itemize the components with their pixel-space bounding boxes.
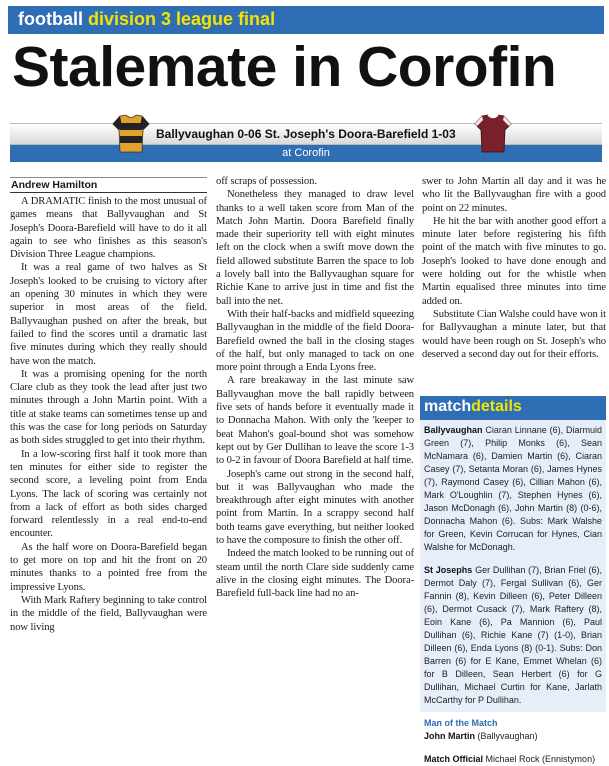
article-paragraph: Nonetheless they managed to draw level thanks to a well taken score from Man of the Match John Martin. Doora Barefield finally made their superiority tell with eight minutes left on the clock when a swift move down the field allowed substitute Barren the space to lob a lovely ball into the Ballyvaughan square for Richie Kane to arrive just in time and fist the ball into the net. — [216, 189, 414, 307]
article-paragraph: swer to John Martin all day and it was he who lit the Ballyvaughan fire with a good point on 22 minutes. — [422, 176, 606, 214]
article-paragraph: Indeed the match looked to be running out of steam until the north Clare side suddenly came alive in the closing eight minutes. The Doora-Barefield full-back line had no an- — [216, 548, 414, 600]
man-of-the-match — [424, 717, 602, 743]
home-lineup — [424, 424, 602, 554]
byline: Andrew Hamilton — [10, 177, 207, 193]
section-kicker-bar — [8, 6, 604, 34]
match-details-heading-part2: details — [471, 398, 522, 415]
article-paragraph: With their half-backs and midfield squeezing Ballyvaughan in the middle of the field Doora-Barefield owned the ball in the closing stages of the half, but only managed to tack on one more point through a Enda Lyons free. — [216, 308, 414, 374]
away-lineup — [424, 564, 602, 707]
away-team-name: St Josephs — [424, 565, 473, 575]
article-paragraph: It was a real game of two halves as St Joseph's looked to be cruising to victory after an opening 30 minutes in which they were superior in most areas of the field. Ballyvaughan pushed on after the break, but failed to find the scores until a dramatic last five minutes during which they really should have won the match. — [10, 262, 207, 367]
match-details-heading-part1: match — [424, 398, 472, 415]
score-line: Ballyvaughan 0-06 St. Joseph's Doora-Barefield 1-03 — [156, 127, 456, 141]
official-label: Match Official — [424, 754, 484, 764]
section-kicker — [18, 9, 275, 30]
mom-team: (Ballyvaughan) — [477, 731, 538, 741]
article-column-1 — [10, 195, 207, 634]
article-paragraph: Joseph's came out strong in the second half, but it was Ballyvaughan who made the breakthrough after eight minutes with another point from Martin. In a scrappy second half both teams gave everything, but neither looked to have the composure to finish the other off. — [216, 468, 414, 547]
venue-text: at Corofin — [282, 147, 330, 159]
headline: Stalemate in Corofin — [12, 35, 557, 99]
away-lineup-text: Ger Dullihan (7), Brian Friel (6), Dermot Daly (7), Fergal Sullivan (6), Ger Fannin (8), Kevin Dilleen (6), Peter Dilleen (6), Dermot Cusack (7), Mark Raftery (8), Eoin Kane (6), Pa Mannion (6), Paul Dullihan (6), Richie Kane (7) (1-0), Brian Dilleen (6), Enda Lyons (8) (0-1). Subs: Don Barren (6) for E Kane, Emmet Whelan (6) for B Dilleen, Sean Herbert (6) for G Dullihan, Michael Curtin for Kane, Jarlath McCarthy for P Dullihan. — [424, 565, 602, 705]
venue-bar — [10, 145, 602, 162]
article-paragraph: off scraps of possession. — [216, 176, 317, 187]
article-column-3 — [422, 175, 606, 361]
article-paragraph: In a low-scoring first half it took more than ten minutes for either side to register the second score, a leveling point from Enda Lyons. The lack of scoring was certainly not from a lack of effort as both sides charged forward relentlessly in a real end-to-end encounter. — [10, 448, 207, 540]
home-lineup-text: Ciaran Linnane (6), Diarmuid Green (7), Philip Monks (6), Sean McNamara (6), Damien Martin (6), Ciaran Casey (7), Setanta Moran (6), James Hynes (7), Raymond Casey (6), Cillian Mahon (6), Mark O'Loughlin (7), Stephen Hynes (6), Jason McDonagh (6), John Martin (8) (0-6), Donnacha Mahon (6). Subs: Mark Walshe for Green, Kevin Corrucan for Hynes, Cian Walshe for McDonagh. — [424, 425, 602, 552]
article-paragraph: It was a promising opening for the north Clare club as they took the lead after just two minutes through a John Martin point. With a title at stake teams can sometimes tense up and this was the case for long periods on Saturday as both sides struggled to get into their rhythm. — [10, 368, 207, 447]
match-official — [424, 753, 602, 766]
match-details-body — [420, 420, 606, 766]
home-team-name: Ballyvaughan — [424, 425, 483, 435]
article-column-2 — [216, 175, 414, 601]
article-paragraph: As the half wore on Doora-Barefield began to get more on top and hit the front on 20 minutes thanks to a pointed free from the impressive Lyons. — [10, 541, 207, 593]
match-details-box — [420, 396, 606, 764]
article-paragraph: Substitute Cian Walshe could have won it for Ballyvaughan a minute later, but that would have been rough on St. Joseph's who deserved a second day out for their efforts. — [422, 308, 606, 360]
ballyvaughan-jersey-icon — [112, 114, 150, 154]
article-paragraph: With Mark Raftery beginning to take control in the middle of the field, Ballyvaughan were now living — [10, 594, 207, 633]
score-bar — [10, 123, 602, 145]
kicker-competition: division 3 league final — [88, 9, 276, 29]
mom-name: John Martin — [424, 731, 475, 741]
article-paragraph: He hit the bar with another good effort a minute later before registering his fifth point of the match with five minutes to go. Joseph's looked to have done enough and were holding out for the whistle when Martin equalised three minutes into time added on. — [422, 215, 606, 307]
match-details-heading — [420, 396, 606, 420]
mom-label: Man of the Match — [424, 718, 498, 728]
article-paragraph: A rare breakaway in the last minute saw Ballyvaughan move the ball rapidly between five sets of hands before it eventually made it to Donnacha Mahon. With only the 'keeper to beat Mahon's goal-bound shot was somehow kept out by Ger Dullihan to leave the score 1-3 to 0-2 in favour of Doora Barefield at half time. — [216, 375, 414, 467]
st-josephs-jersey-icon — [474, 114, 512, 154]
article-paragraph: A DRAMATIC finish to the most unusual of games means that Ballyvaughan and St Joseph's Doora-Barefield will have to do it all again to see who finishes as this season's Division Three League champions. — [10, 196, 207, 261]
official-name: Michael Rock (Ennistymon) — [485, 754, 596, 764]
kicker-sport: football — [18, 9, 83, 29]
